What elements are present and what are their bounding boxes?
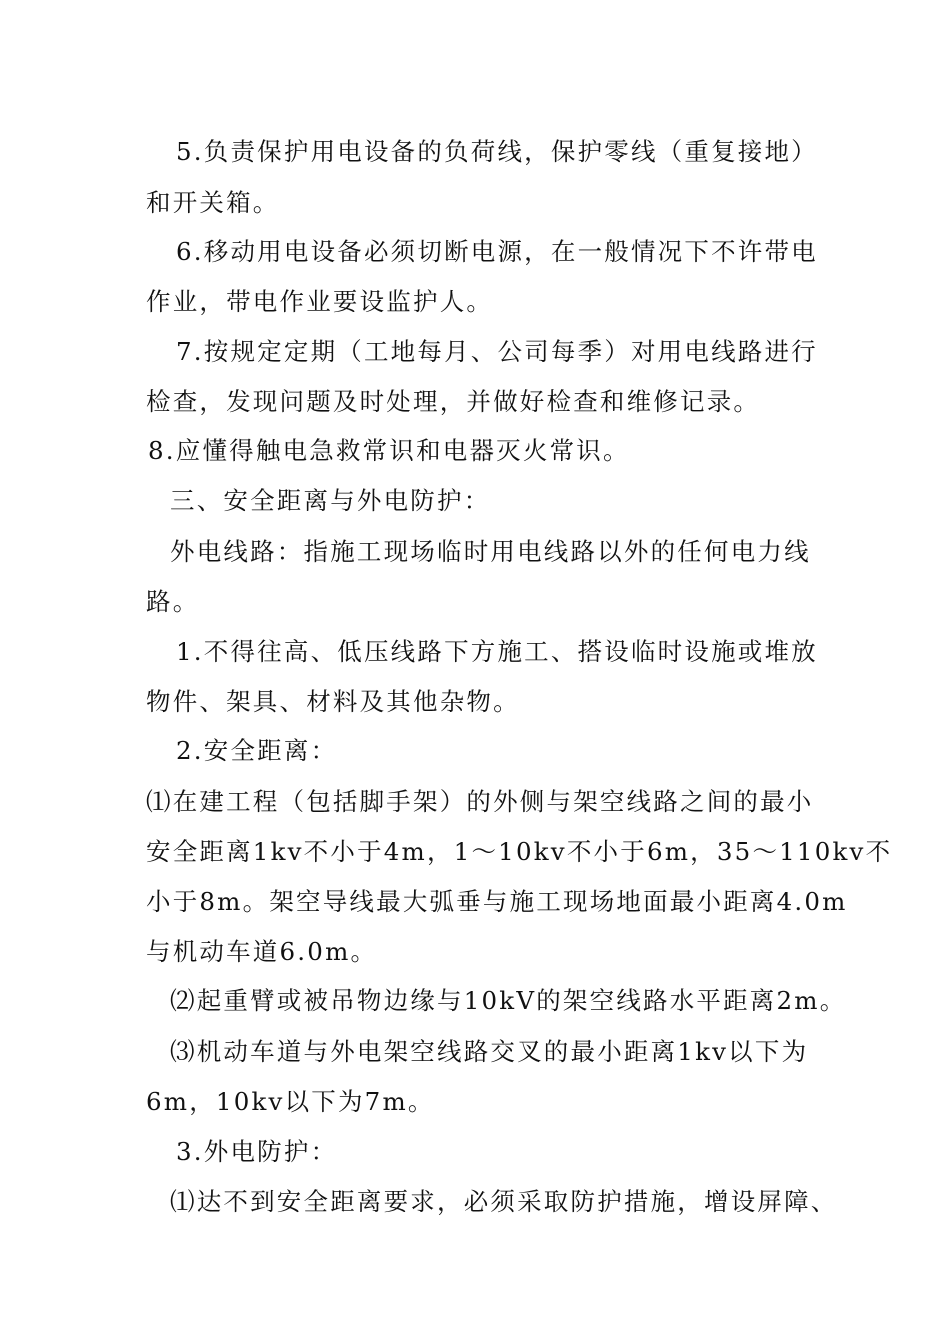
text-line: 5.负责保护用电设备的负荷线，保护零线（重复接地） [176, 137, 818, 166]
text-line: 外电线路：指施工现场临时用电线路以外的任何电力线 [170, 537, 811, 566]
text-line: 8.应懂得触电急救常识和电器灭火常识。 [148, 436, 630, 465]
text-line: ⑴达不到安全距离要求，必须采取防护措施，增设屏障、 [170, 1187, 838, 1216]
text-line: 小于8m。架空导线最大弧垂与施工现场地面最小距离4.0m [146, 887, 848, 916]
text-line: 6m，10kv以下为7m。 [146, 1087, 435, 1116]
text-line: 7.按规定定期（工地每月、公司每季）对用电线路进行 [176, 337, 818, 366]
text-line: ⑶机动车道与外电架空线路交叉的最小距离1kv以下为 [170, 1037, 809, 1066]
text-line: 检查，发现问题及时处理，并做好检查和维修记录。 [146, 387, 761, 416]
text-line: 作业，带电作业要设监护人。 [146, 287, 494, 316]
text-line: 安全距离1kv不小于4m，1～10kv不小于6m，35～110kv不 [146, 837, 893, 866]
text-line: 和开关箱。 [146, 188, 280, 217]
text-line: 与机动车道6.0m。 [146, 937, 378, 966]
text-line: 2.安全距离： [176, 736, 338, 765]
section-heading: 三、安全距离与外电防护： [170, 486, 491, 515]
text-line: 1.不得往高、低压线路下方施工、搭设临时设施或堆放 [176, 637, 818, 666]
text-line: 3.外电防护： [176, 1137, 338, 1166]
text-line: 路。 [146, 587, 200, 616]
text-line: ⑴在建工程（包括脚手架）的外侧与架空线路之间的最小 [146, 787, 814, 816]
text-line: ⑵起重臂或被吊物边缘与10kV的架空线路水平距离2m。 [170, 986, 847, 1015]
text-line: 6.移动用电设备必须切断电源，在一般情况下不许带电 [176, 237, 818, 266]
text-line: 物件、架具、材料及其他杂物。 [146, 687, 520, 716]
